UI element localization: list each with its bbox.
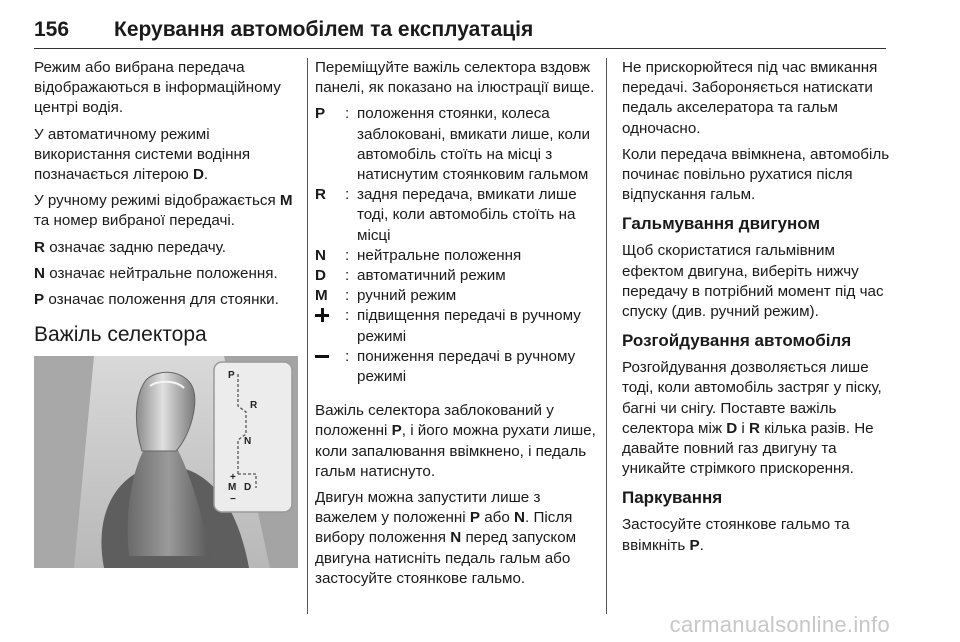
text: кілька разів. Не давайте повний газ двигуну та уникайте стрімкого прискорення. <box>622 419 874 478</box>
letter-n: N <box>34 264 45 282</box>
legend-row-plus: : підвищення передачі в ручному режимі <box>315 306 597 346</box>
paragraph-parking <box>622 515 892 555</box>
paragraph-creep: Коли передача ввімкнена, автомобіль починає повільно рухатися після відпускання гальм. <box>622 145 890 204</box>
text: . Після вибору положення <box>315 509 573 547</box>
heading-engine-braking: Гальмування двигуном <box>622 214 821 234</box>
legend-row-minus: : пониження передачі в ручному режимі <box>315 347 597 387</box>
watermark: carmanualsonline.info <box>669 612 890 637</box>
text: Важіль селектора заблокований у положенні <box>315 402 554 440</box>
legend-key: M <box>315 287 328 305</box>
legend-text: нейтральне положення <box>357 246 522 264</box>
legend-text: підвищення передачі в ручному режимі <box>357 307 581 345</box>
selector-legend <box>315 104 597 387</box>
paragraph-no-accelerate: Не прискорюйтеся під час вмикання передачі. Забороняється натискати педаль акселератора та гальм одночасно. <box>622 59 878 137</box>
legend-text: ручний режим <box>357 287 457 305</box>
letter-n: N <box>450 529 462 547</box>
minus-icon <box>315 349 329 363</box>
paragraph-auto-mode <box>34 125 300 186</box>
gate-label-n: N <box>244 436 252 448</box>
gate-label-p: P <box>228 370 235 382</box>
text: . <box>699 536 704 554</box>
legend-row-p: P : положення стоянки, колеса заблоковані, вмикати лише, коли автомобіль стоїть на місці з натиснутим стоянковим гальмом <box>315 104 597 185</box>
legend-key: D <box>315 267 326 285</box>
paragraph-engine-start <box>315 488 597 589</box>
letter-r: R <box>34 238 45 256</box>
page-number: 156 <box>34 18 70 41</box>
column-2 <box>315 58 597 595</box>
paragraph-display-info: Режим або вибрана передача відображаються в інформаційному центрі водія. <box>34 59 281 117</box>
column-3 <box>622 58 892 562</box>
text: Двигун можна запустити лише з важелем у положенні <box>315 489 541 527</box>
legend-text: автоматичний режим <box>357 267 506 285</box>
letter-p: P <box>391 422 402 440</box>
letter-d: D <box>726 419 738 437</box>
text: та номер вибраної передачі. <box>34 212 235 230</box>
letter-p: P <box>469 509 480 527</box>
paragraph-reverse <box>34 238 300 258</box>
page-title: Керування автомобілем та експлуатація <box>114 18 534 41</box>
gate-label-r: R <box>250 400 258 412</box>
letter-p: P <box>689 536 700 554</box>
gate-panel <box>214 362 292 512</box>
column-divider-1 <box>307 58 308 614</box>
text: і <box>737 419 749 437</box>
paragraph-neutral <box>34 264 300 284</box>
legend-key: P <box>315 105 326 123</box>
paragraph-engine-braking: Щоб скористатися гальмівним ефектом двигуна, виберіть нижчу передачу в потрібний момент під час спуску (див. ручний режим). <box>622 242 884 321</box>
text: перед запуском двигуна натисніть педаль гальм або застосуйте стоянкове гальмо. <box>315 529 577 587</box>
paragraph-rocking <box>622 358 892 479</box>
text: У автоматичному режимі використання системи водіння позначається літерою <box>34 125 251 184</box>
plus-icon <box>315 308 329 322</box>
letter-n: N <box>514 509 525 527</box>
text: Розгойдування дозволяється лише тоді, коли автомобіль застряг у піску, багні чи снігу. Поставте важіль селектора між <box>622 359 882 437</box>
letter-r: R <box>749 419 760 437</box>
text: означає нейтральне положення. <box>44 264 278 282</box>
letter-p: P <box>34 291 45 309</box>
section-heading-selector: Важіль селектора <box>34 323 207 347</box>
paragraph-park <box>34 290 300 310</box>
legend-text: положення стоянки, колеса заблоковані, вмикати лише, коли автомобіль стоїть на місці з натиснутим стоянковим гальмом <box>357 105 590 184</box>
paragraph-move-lever: Переміщуйте важіль селектора вздовж панелі, як показано на ілюстрації вище. <box>315 59 595 97</box>
text: , і його можна рухати лише, коли запалювання ввімкнено, і педаль гальм натиснуто. <box>315 422 596 480</box>
heading-parking: Паркування <box>622 488 723 508</box>
legend-key: R <box>315 186 326 204</box>
legend-row-m: M : ручний режим <box>315 286 597 306</box>
text: У ручному режимі відображається <box>34 192 280 210</box>
heading-rocking: Розгойдування автомобіля <box>622 331 852 351</box>
paragraph-manual-mode <box>34 191 300 231</box>
gate-label-d: D <box>244 482 252 494</box>
legend-text: задня передача, вмикати лише тоді, коли автомобіль стоїть на місці <box>357 186 577 244</box>
gate-label-minus: − <box>230 494 236 506</box>
letter-m: M <box>279 192 293 210</box>
gate-label-plus: + <box>230 472 236 484</box>
selector-lever-figure <box>34 356 298 568</box>
legend-key-cell <box>315 347 345 387</box>
text: означає задню передачу. <box>44 238 226 256</box>
legend-key: N <box>315 246 326 264</box>
text: . <box>203 166 209 184</box>
paragraph-lever-locked <box>315 401 597 482</box>
gate-label-m: M <box>228 482 237 494</box>
legend-text: пониження передачі в ручному режимі <box>357 347 576 386</box>
column-divider-2 <box>606 58 607 614</box>
text: або <box>480 509 515 527</box>
legend-row-r: R : задня передача, вмикати лише тоді, коли автомобіль стоїть на місці <box>315 185 597 246</box>
legend-row-d: D : автоматичний режим <box>315 266 597 286</box>
page-header <box>34 12 886 49</box>
text: Застосуйте стоянкове гальмо та ввімкніть <box>622 516 850 554</box>
column-1 <box>34 58 300 568</box>
text: означає положення для стоянки. <box>44 291 279 309</box>
letter-d: D <box>192 166 204 184</box>
legend-key-cell <box>315 306 345 346</box>
legend-row-n: N : нейтральне положення <box>315 246 597 266</box>
